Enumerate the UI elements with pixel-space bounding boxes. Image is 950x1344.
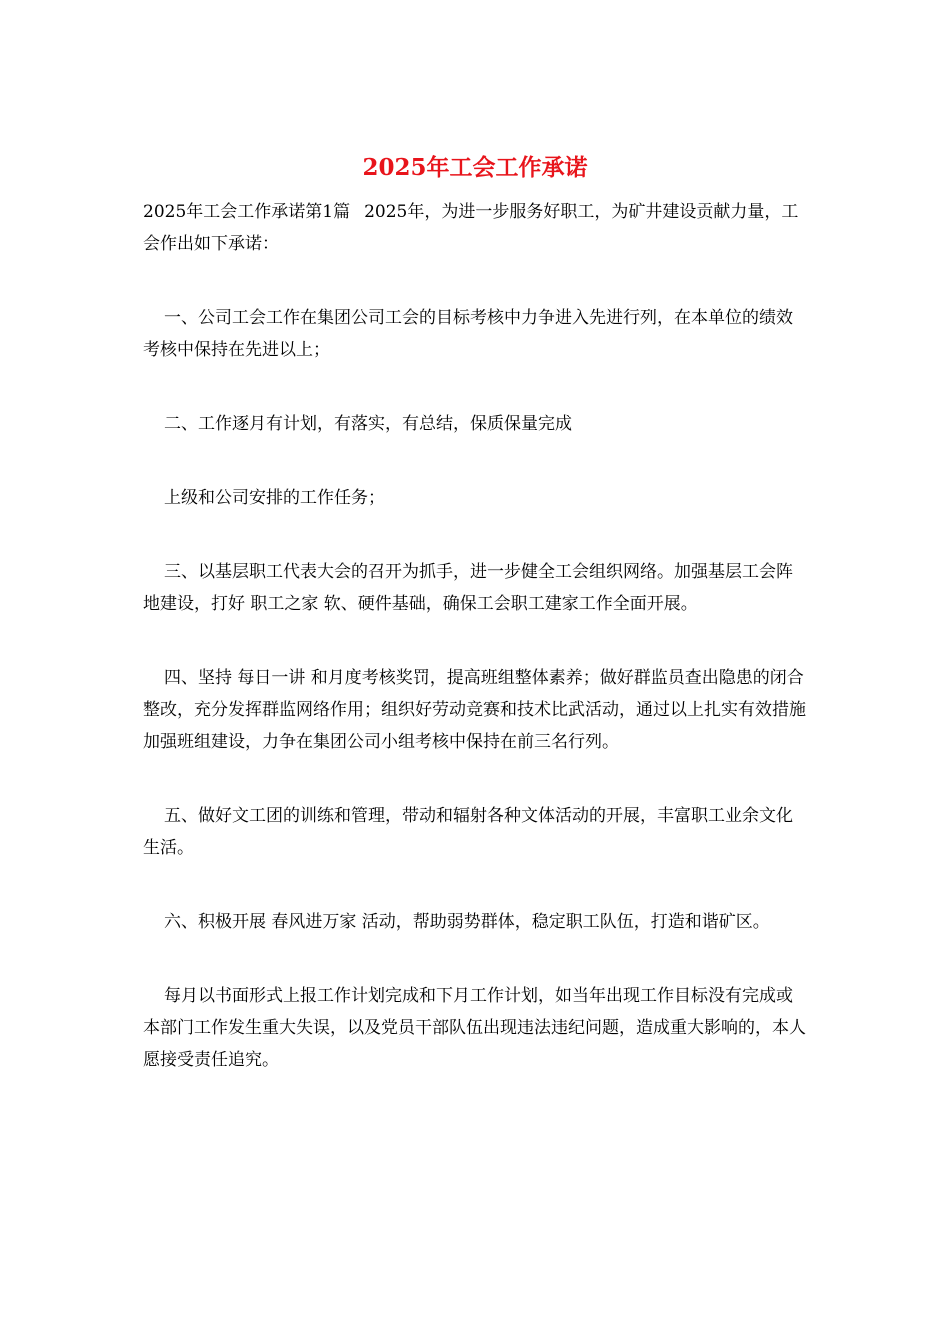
item-paragraph: 四、坚持 每日一讲 和月度考核奖罚，提高班组整体素养；做好群监员查出隐患的闭合整改，充分发挥群监网络作用；组织好劳动竞赛和技术比武活动，通过以上扎实有效措施加强班组建设，力争在集团公司小组考核中保持在前三名行列。 xyxy=(143,668,806,752)
paragraph-gap xyxy=(143,938,809,980)
intro-heading: 2025年工会工作承诺第1篇 xyxy=(143,202,351,222)
item-paragraph: 二、工作逐月有计划，有落实，有总结，保质保量完成 xyxy=(164,414,572,434)
item-paragraph: 三、以基层职工代表大会的召开为抓手，进一步健全工会组织网络。加强基层工会阵地建设，打好 职工之家 软、硬件基础，确保工会职工建家工作全面开展。 xyxy=(143,562,793,614)
document-body xyxy=(143,196,809,1076)
paragraph-gap xyxy=(143,758,809,800)
item-paragraph: 一、公司工会工作在集团公司工会的目标考核中力争进入先进行列，在本单位的绩效考核中保持在先进以上； xyxy=(143,308,793,360)
document-title: 2025年工会工作承诺 xyxy=(362,154,588,181)
paragraph-gap xyxy=(143,864,809,906)
intro-paragraph xyxy=(143,196,809,260)
closing-paragraph: 每月以书面形式上报工作计划完成和下月工作计划，如当年出现工作目标没有完成或本部门工作发生重大失误，以及党员干部队伍出现违法违纪问题，造成重大影响的，本人愿接受责任追究。 xyxy=(143,986,806,1070)
paragraph-gap xyxy=(143,620,809,662)
item-paragraph: 上级和公司安排的工作任务； xyxy=(164,488,385,508)
paragraph-gap xyxy=(143,366,809,408)
intro-text: 2025年，为进一步服务好职工，为矿井建设贡献力量，工会作出如下承诺： xyxy=(143,202,799,254)
paragraph-gap xyxy=(143,514,809,556)
item-paragraph: 五、做好文工团的训练和管理，带动和辐射各种文体活动的开展，丰富职工业余文化生活。 xyxy=(143,806,793,858)
paragraph-gap xyxy=(143,440,809,482)
item-paragraph: 六、积极开展 春风进万家 活动，帮助弱势群体，稳定职工队伍，打造和谐矿区。 xyxy=(164,912,770,932)
paragraph-gap xyxy=(143,260,809,302)
